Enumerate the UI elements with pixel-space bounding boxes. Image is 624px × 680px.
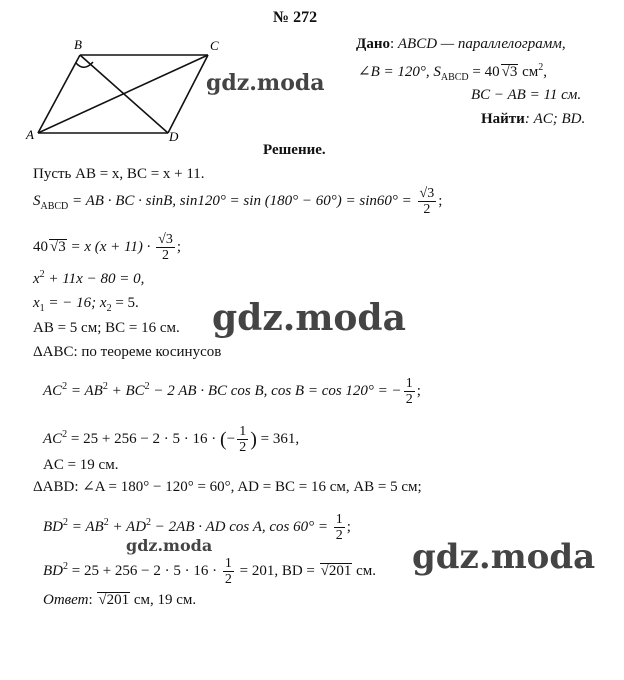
line-let: Пусть AB = x, BC = x + 11. (33, 166, 205, 182)
watermark-top: gdz.moda (206, 70, 325, 96)
watermark-middle: gdz.moda (212, 297, 406, 339)
find-label: Найти (481, 111, 525, 127)
given-line-1-rest: ABCD — параллелограмм, (397, 36, 566, 52)
given-line-3: BC − AB = 11 см. (471, 87, 582, 103)
watermark-bottom-left: gdz.moda (126, 536, 213, 555)
vertex-label-d: D (169, 129, 179, 144)
vertex-label-b: B (74, 37, 82, 52)
line-triangle-abd: ΔABD: ∠A = 180° − 120° = 60°, AD = BC = 16 см, AB = 5 см; (33, 479, 422, 495)
find-line: Найти: AC; BD. (481, 111, 586, 127)
problem-number: № 272 (273, 9, 318, 26)
line-sides: AB = 5 см; BC = 16 см. (33, 320, 180, 336)
line-cosine-theorem: ΔABC: по теореме косинусов (33, 344, 222, 360)
vertex-label-a: A (26, 127, 34, 142)
side-ab (38, 55, 80, 133)
line-roots: $x_1$ = − 16; $x_2 = 5$. (33, 295, 139, 314)
given-label: Дано (356, 36, 390, 52)
line-area-formula: $S_{ABCD}$ = AB · BC · sinB, sin120° = sin (180° − 60°) = sin60° = $\frac{√3}{2}$ ; (33, 186, 443, 217)
fraction-sqrt3-over-2: $\frac{√3}{2}$ (419, 186, 435, 217)
answer-label: Ответ (43, 592, 89, 608)
line-area-equation: 40 √3 = x (x + 11) · $\frac{√3}{2}$ ; (33, 232, 182, 263)
line-ac-result: AC = 19 см. (43, 457, 119, 473)
line-quadratic: $x^2 + 11x - 80 = 0$, (33, 269, 145, 287)
given-line-1: Дано: ABCD — параллелограмм, (356, 36, 566, 52)
line-bd-formula: $BD^2 = AB^2 + AD^2 - 2AB$ · AD cos A, cos 60° = $\frac{1}{2}$ ; (43, 512, 351, 543)
line-ac-formula: $AC^2 = AB^2 + BC^2 - 2$ AB · BC cos B, cos B = cos 120° = − $\frac{1}{2}$ ; (43, 376, 421, 407)
line-bd-result: $BD^2 = 25 + 256 - 2 \cdot 5 \cdot 16$ · $\frac{1}{2}$ = 201, BD = √201 см. (43, 556, 377, 587)
diagonal-bd (80, 55, 168, 133)
side-cd (168, 55, 208, 133)
solution-title: Решение. (263, 142, 326, 158)
sqrt-3: √3 (501, 64, 518, 80)
line-ac-squared: $AC^2 = 25 + 256 - 2 \cdot 5 \cdot 16$ · (− $\frac{1}{2}$ ) = 361, (43, 424, 300, 455)
watermark-bottom-right: gdz.moda (412, 537, 596, 577)
vertex-label-c: C (210, 38, 219, 53)
given-line-2: ∠B = 120°, $S_{ABCD} = 40$ √3 $см^2$, (358, 62, 548, 83)
angle-b-arc (76, 62, 93, 67)
answer-line: Ответ: √201 см, 19 см. (43, 592, 197, 608)
